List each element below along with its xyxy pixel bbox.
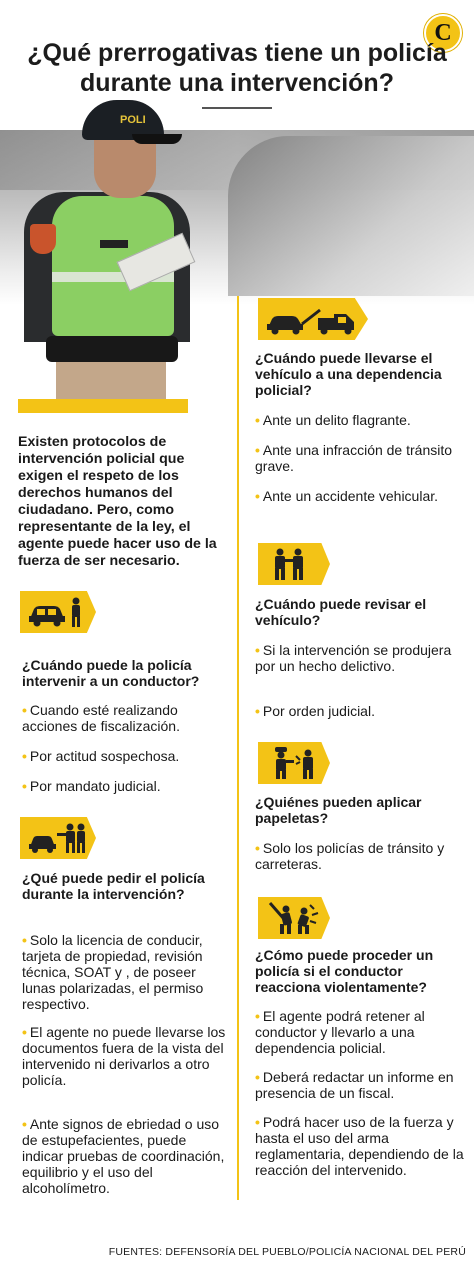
struggle-icon [266,901,322,935]
section-tab-intervene [20,591,96,633]
section-tab-tickets [258,742,330,784]
car-and-person-icon [28,595,88,629]
question-inspect: ¿Cuándo puede revisar el vehículo? [255,596,427,628]
bullet-item: • Por orden judicial. [255,703,375,719]
title-divider [202,107,272,109]
police-whistle-icon [266,746,322,780]
section-tab-request [20,817,96,859]
car-and-police-icon [28,821,88,855]
bullet-item: • Cuando esté realizando acciones de fiscalización. [22,702,180,734]
shoulder-badge [30,224,56,254]
duty-belt [46,336,178,362]
bullet-item: • Ante un delito flagrante. [255,412,411,428]
section-tab-inspect [258,543,330,585]
officer-face [94,140,156,198]
car-photo [228,136,474,296]
question-intervene: ¿Cuándo puede la policía intervenir a un conductor? [22,657,200,689]
bullet-item: • Si la intervención se produjera por un hecho delictivo. [255,642,452,674]
bullet-item: • Solo la licencia de conducir, tarjeta de propiedad, revisión técnica, SOAT y , de poseer lunas polarizadas, el permiso respectivo. [22,932,204,1012]
two-people-icon [266,547,322,581]
bullet-item: • El agente podrá retener al conductor y llevarlo a una dependencia policial. [255,1008,425,1056]
bullet-item: • Ante signos de ebriedad o uso de estupefacientes, puede indicar pruebas de coordinación, equilibrio y el uso del alcoholímetro. [22,1116,225,1196]
bullet-item: • Podrá hacer uso de la fuerza y hasta el uso del arma reglamentaria, dependiendo de la reacción del intervenido. [255,1114,464,1178]
bullet-item: • Ante una infracción de tránsito grave. [255,442,453,474]
section-tab-violence [258,897,330,939]
sources-footer: FUENTES: DEFENSORÍA DEL PUEBLO/POLICÍA NACIONAL DEL PERÚ [108,1246,466,1258]
question-violence: ¿Cómo puede proceder un policía si el conductor reacciona violentamente? [255,947,434,995]
accent-bar [18,399,188,413]
bullet-item: • Solo los policías de tránsito y carreteras. [255,840,445,872]
bullet-item: • Por mandato judicial. [22,778,161,794]
bullet-item: • Ante un accidente vehicular. [255,488,439,504]
question-tow: ¿Cuándo puede llevarse el vehículo a una dependencia policial? [255,350,442,398]
bullet-item: • El agente no puede llevarse los documentos fuera de la vista del intervenido ni derivarlos a otro policía. [22,1024,226,1088]
question-request: ¿Qué puede pedir el policía durante la intervención? [22,870,205,902]
police-officer-photo [24,100,190,400]
el-comercio-logo: C [424,14,462,52]
officer-pants [56,362,166,400]
bullet-item: • Por actitud sospechosa. [22,748,180,764]
page-title: ¿Qué prerrogativas tiene un policía durante una intervención? [27,39,447,97]
cap-text: POLI [120,114,146,126]
intro-paragraph: Existen protocolos de intervención policial que exigen el respeto de los derechos humanos del ciudadano. Pero, como representante de la ley, el agente puede hacer uso de la fuerza de ser necesario. [18,434,217,569]
officer-nameplate [100,240,128,248]
cap-visor [132,134,182,144]
tow-truck-icon [266,302,362,336]
section-tab-tow [258,298,368,340]
column-divider [237,296,239,1200]
question-tickets: ¿Quiénes pueden aplicar papeletas? [255,794,422,826]
bullet-item: • Deberá redactar un informe en presencia de un fiscal. [255,1069,454,1101]
